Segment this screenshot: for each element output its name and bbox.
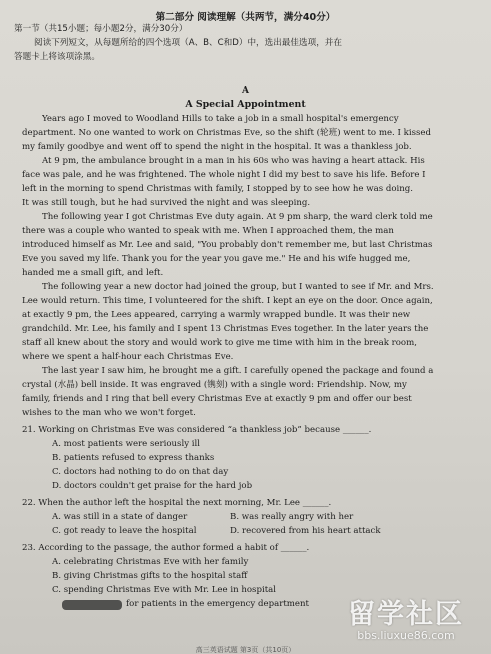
question-stem: 22. When the author left the hospital the next morning, Mr. Lee ______. xyxy=(22,498,332,508)
passage-line: grandchild. Mr. Lee, his family and I spent 13 Christmas Eves together. In the later years the xyxy=(22,324,429,334)
question-stem: 23. According to the passage, the author formed a habit of ______. xyxy=(22,543,310,553)
passage-line: where we spent a half-hour each Christmas Eve. xyxy=(22,352,234,362)
passage-line: Years ago I moved to Woodland Hills to take a job in a small hospital's emergency xyxy=(42,114,399,124)
passage-title: A Special Appointment xyxy=(185,99,306,110)
question-option: A. was still in a state of danger xyxy=(52,512,188,522)
question-option: B. giving Christmas gifts to the hospital staff xyxy=(52,571,248,581)
instructions-line-2: 答题卡上将该项涂黑。 xyxy=(14,52,100,62)
passage-line: there was a couple who wanted to speak with me. When I approached them, the man xyxy=(22,226,394,236)
passage-line: At 9 pm, the ambulance brought in a man in his 60s who was having a heart attack. His xyxy=(42,156,425,166)
passage-line: left in the morning to spend Christmas with family, I stopped by to see how he was doing. xyxy=(22,184,414,194)
watermark xyxy=(331,592,481,640)
question-option: A. celebrating Christmas Eve with her family xyxy=(52,557,249,567)
passage-line: wishes to the man who we won't forget. xyxy=(22,408,196,418)
question-option: B. patients refused to express thanks xyxy=(52,453,215,463)
question-option: C. got ready to leave the hospital xyxy=(52,526,197,536)
passage-line: The following year I got Christmas Eve duty again. At 9 pm sharp, the ward clerk told me xyxy=(42,212,433,222)
instructions-line-1: 阅读下列短文，从每题所给的四个选项（A、B、C和D）中，选出最佳选项，并在 xyxy=(34,38,342,48)
question-option-partial: for patients in the emergency department xyxy=(126,599,310,609)
passage-line: crystal (水晶) bell inside. It was engraved (镌刻) with a single word: Friendship. Now, my xyxy=(22,380,407,390)
passage-line: family, friends and I ring that bell every Christmas Eve at exactly 9 pm and offer our best xyxy=(22,394,412,404)
passage-line: introduced himself as Mr. Lee and said, "You probably don't remember me, but last Christmas xyxy=(22,240,433,250)
passage-line: my family goodbye and went off to spend the night in the hospital. It was a thankless job. xyxy=(22,142,412,152)
question-option: C. doctors had nothing to do on that day xyxy=(52,467,229,477)
passage-letter: A xyxy=(242,86,249,96)
passage-line: at exactly 9 pm, the Lees appeared, carrying a warmly wrapped bundle. It was their new xyxy=(22,310,411,320)
question-option: A. most patients were seriously ill xyxy=(52,439,201,449)
passage-line: It was still tough, but he had survived the night and was sleeping. xyxy=(22,198,311,208)
part-title: 第二部分 阅读理解（共两节，满分40分） xyxy=(155,12,336,23)
question-option: B. was really angry with her xyxy=(230,512,354,522)
question-option: C. spending Christmas Eve with Mr. Lee in hospital xyxy=(52,585,277,595)
section-line: 第一节（共15小题；每小题2分，满分30分） xyxy=(14,24,188,34)
watermark-url: bbs.liuxue86.com xyxy=(357,629,455,642)
question-option: D. recovered from his heart attack xyxy=(230,526,381,536)
question-option: D. doctors couldn't get praise for the hard job xyxy=(52,481,253,491)
smudge xyxy=(62,600,122,610)
question-stem: 21. Working on Christmas Eve was considered “a thankless job” because ______. xyxy=(22,425,372,435)
passage-line: Eve you saved my life. Thank you for the year you gave me." He and his wife hugged me, xyxy=(22,254,411,264)
passage-line: handed me a small gift, and left. xyxy=(22,268,164,278)
passage-line: Lee would return. This time, I volunteered for the shift. I kept an eye on the door. Once again, xyxy=(22,296,433,306)
passage-line: staff all knew about the story and would work to give me time with him in the break room, xyxy=(22,338,417,348)
passage-line: The last year I saw him, he brought me a gift. I carefully opened the package and found a xyxy=(42,366,434,376)
passage-line: department. No one wanted to work on Christmas Eve, so the shift (轮班) went to me. I kissed xyxy=(22,128,432,138)
passage-line: The following year a new doctor had joined the group, but I wanted to see if Mr. and Mrs. xyxy=(42,282,434,292)
page-footer: 高三英语试题 第3页（共10页） xyxy=(195,646,296,654)
passage-line: face was pale, and he was frightened. The whole night I did my best to save his life. Before I xyxy=(22,170,426,180)
watermark-text: 留学社区 xyxy=(348,599,464,630)
